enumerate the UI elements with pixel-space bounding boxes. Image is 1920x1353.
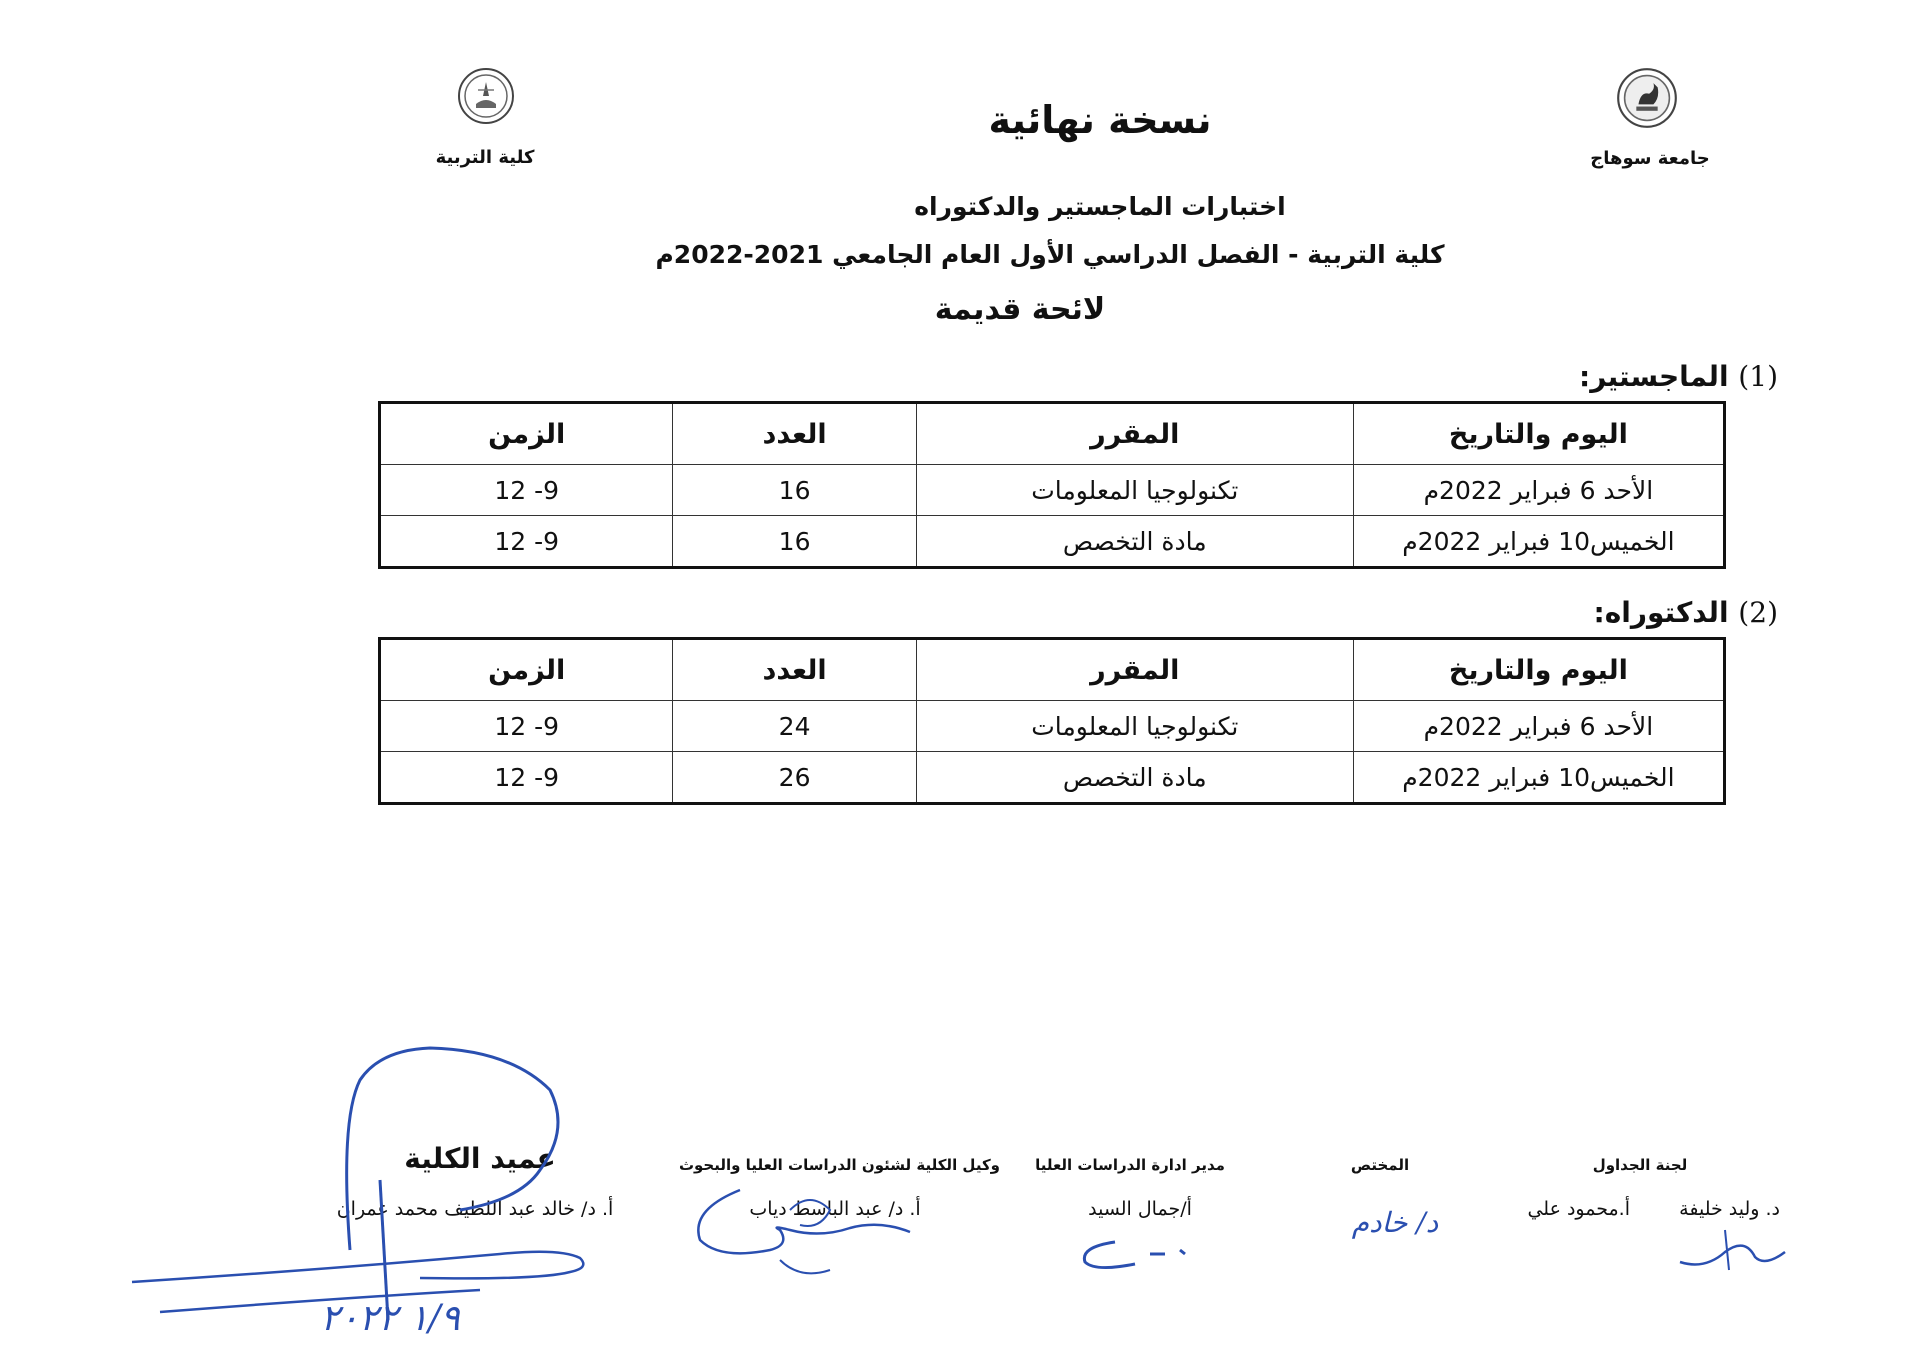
committee-name-1: د. وليد خليفة — [1679, 1198, 1780, 1220]
specialist-title: المختص — [1350, 1156, 1410, 1174]
cell-time: 9- 12 — [380, 701, 673, 752]
header-count: العدد — [673, 639, 916, 701]
header-day-date: اليوم والتاريخ — [1353, 403, 1724, 465]
cell-day-date: الخميس10 فبراير 2022م — [1353, 516, 1724, 568]
cell-time: 9- 12 — [380, 752, 673, 804]
dean-signature-ink — [120, 1020, 640, 1340]
specialist-handwritten-name: د/ خادم — [1351, 1206, 1439, 1239]
gs-director-title: مدير ادارة الدراسات العليا — [1035, 1156, 1225, 1174]
cell-day-date: الأحد 6 فبراير 2022م — [1353, 701, 1724, 752]
cell-course: مادة التخصص — [916, 752, 1353, 804]
cell-count: 26 — [673, 752, 916, 804]
sohag-university-logo — [1615, 66, 1679, 130]
table-header-row — [380, 403, 1725, 465]
cell-time: 9- 12 — [380, 516, 673, 568]
faculty-of-education-logo — [456, 66, 516, 126]
masters-section-label — [1579, 360, 1778, 393]
table-row — [380, 465, 1725, 516]
vice-dean-signature-ink — [680, 1170, 940, 1290]
table-row — [380, 701, 1725, 752]
university-crest-icon — [1615, 66, 1679, 130]
header-course: المقرر — [916, 639, 1353, 701]
table-header-row — [380, 639, 1725, 701]
vice-dean-name: أ. د/ عبد الباسط دياب — [749, 1198, 921, 1220]
header-day-date: اليوم والتاريخ — [1353, 639, 1724, 701]
table-row — [380, 516, 1725, 568]
handwritten-date: ١/٩ ٢٠٢٢ — [320, 1298, 460, 1339]
committee-signature-ink — [1665, 1222, 1795, 1282]
faculty-crest-icon — [456, 66, 516, 126]
gs-director-name: أ/جمال السيد — [1088, 1198, 1192, 1220]
header-time: الزمن — [380, 639, 673, 701]
committee-name-2: أ.محمود علي — [1527, 1198, 1630, 1220]
masters-section-text: الماجستير: — [1579, 360, 1729, 393]
table-row — [380, 752, 1725, 804]
cell-day-date: الخميس10 فبراير 2022م — [1353, 752, 1724, 804]
header-time: الزمن — [380, 403, 673, 465]
regulation-title: لائحة قديمة — [934, 292, 1106, 327]
cell-count: 16 — [673, 516, 916, 568]
vice-dean-title: وكيل الكلية لشئون الدراسات العليا والبحوث — [678, 1156, 1000, 1174]
committee-title: لجنة الجداول — [1592, 1156, 1688, 1174]
exam-title: اختبارات الماجستير والدكتوراه — [914, 192, 1286, 221]
cell-count: 24 — [673, 701, 916, 752]
cell-course: مادة التخصص — [916, 516, 1353, 568]
dean-title: عميد الكلية — [404, 1142, 556, 1175]
dean-name: أ. د/ خالد عبد اللطيف محمد عمران — [336, 1198, 614, 1220]
university-name: جامعة سوهاج — [1590, 148, 1710, 169]
cell-course: تكنولوجيا المعلومات — [916, 465, 1353, 516]
doctorate-section-label — [1594, 596, 1778, 629]
final-copy-title: نسخة نهائية — [988, 98, 1212, 142]
header-count: العدد — [673, 403, 916, 465]
masters-section-number: (1) — [1738, 360, 1778, 393]
masters-table — [378, 401, 1726, 569]
cell-count: 16 — [673, 465, 916, 516]
faculty-name: كلية التربية — [435, 147, 535, 168]
header-course: المقرر — [916, 403, 1353, 465]
doctorate-section-text: الدكتوراه: — [1593, 596, 1729, 629]
term-title: كلية التربية - الفصل الدراسي الأول العام الجامعي 2021-2022م — [655, 240, 1445, 269]
cell-time: 9- 12 — [380, 465, 673, 516]
cell-course: تكنولوجيا المعلومات — [916, 701, 1353, 752]
gs-director-signature-ink — [1075, 1232, 1205, 1282]
cell-day-date: الأحد 6 فبراير 2022م — [1353, 465, 1724, 516]
doctorate-section-number: (2) — [1738, 596, 1778, 629]
doctorate-table — [378, 637, 1726, 805]
